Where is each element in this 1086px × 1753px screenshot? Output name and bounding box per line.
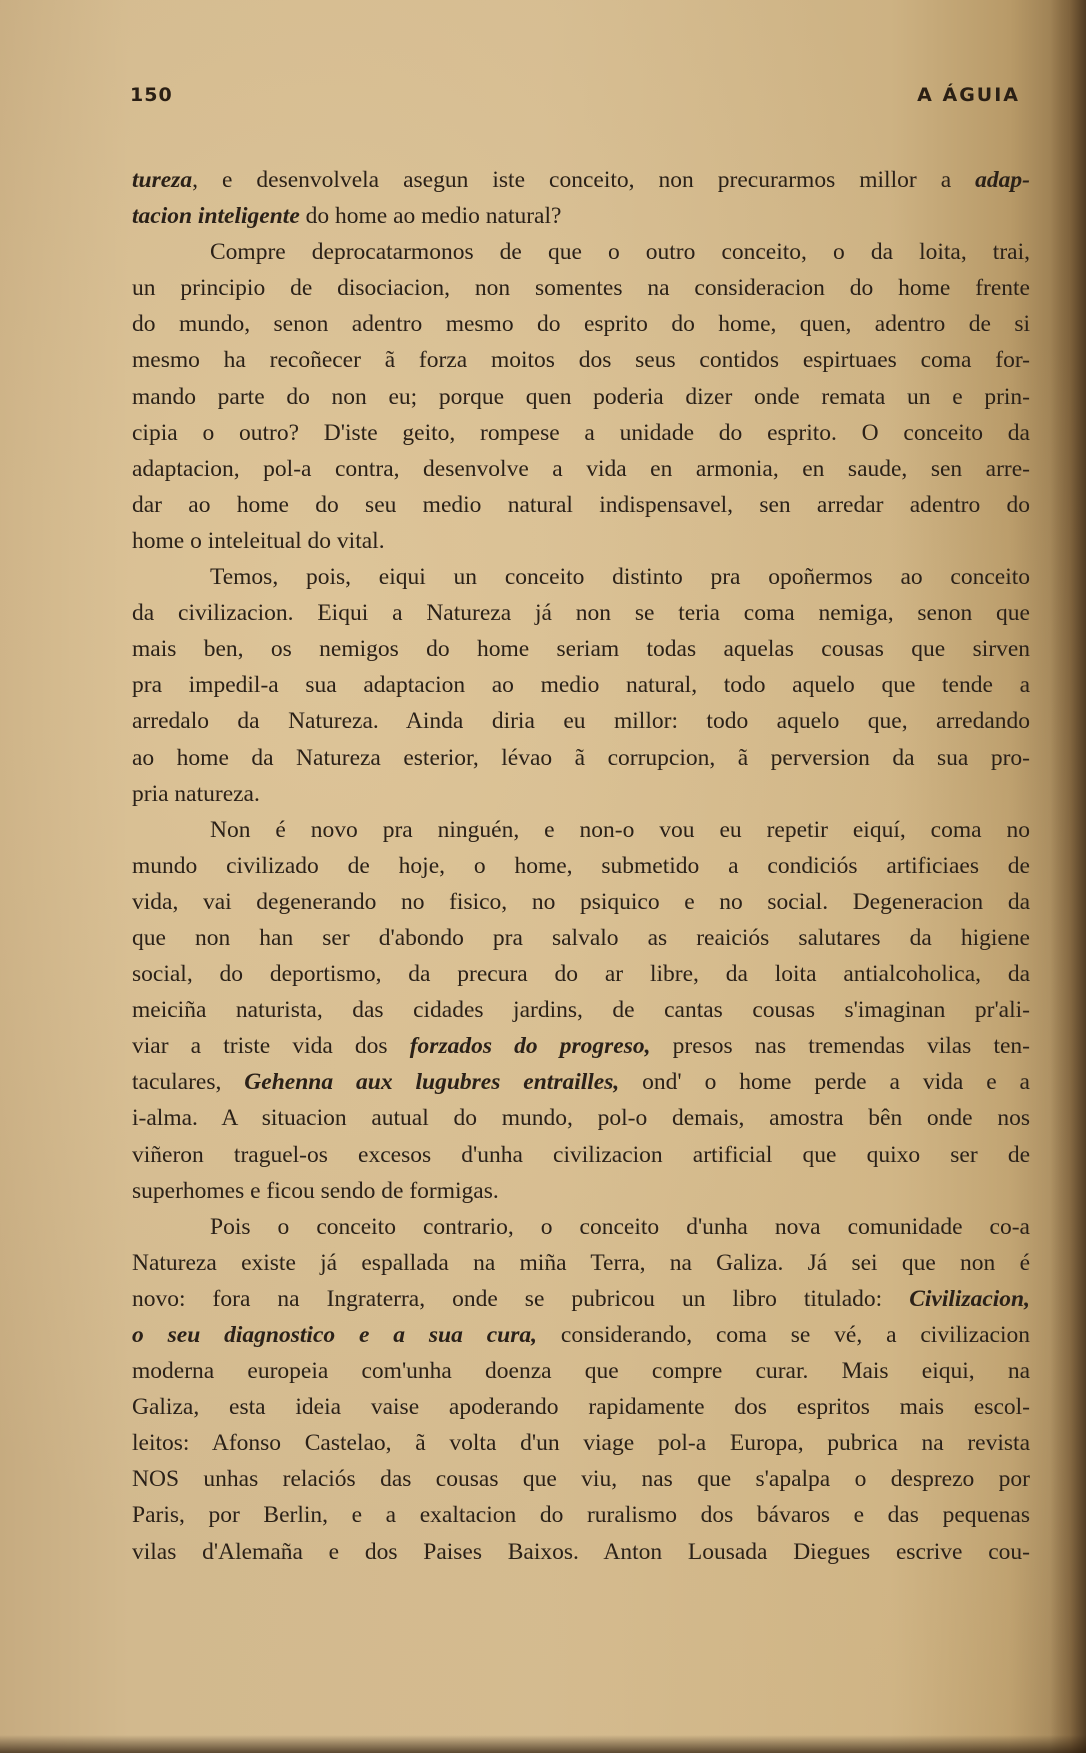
text-run: Compre deprocatarmonos de que o outro conceito, o da loita, trai, xyxy=(210,239,1030,266)
page-edge-shadow xyxy=(1050,0,1086,1753)
text-line xyxy=(132,1425,1030,1461)
page-number: 150 xyxy=(130,84,173,106)
text-line xyxy=(132,776,1030,812)
text-line xyxy=(132,956,1030,992)
text-line xyxy=(132,1028,1030,1064)
text-line xyxy=(132,1389,1030,1425)
text-run: viñeron traguel-os excesos d'unha civilizacion artificial que quixo ser de xyxy=(132,1141,1030,1168)
text-line xyxy=(132,415,1030,451)
text-line xyxy=(132,451,1030,487)
text-run: ond' o home perde a vida e a xyxy=(619,1069,1030,1096)
text-line xyxy=(132,306,1030,342)
text-line xyxy=(132,1461,1030,1497)
text-line xyxy=(132,992,1030,1028)
text-run: social, do deportismo, da precura do ar libre, da loita antialcoholica, da xyxy=(132,961,1030,988)
text-run: taculares, xyxy=(132,1069,245,1096)
text-line xyxy=(132,342,1030,378)
text-line xyxy=(132,487,1030,523)
italic-phrase: tureza xyxy=(132,167,193,193)
italic-phrase: Civilizacion, xyxy=(909,1285,1030,1312)
text-run: novo: fora na Ingraterra, onde se pubricou un libro titulado: xyxy=(132,1285,910,1312)
text-line xyxy=(132,1281,1030,1317)
text-line xyxy=(132,523,1030,559)
text-run: i-alma. A situacion autual do mundo, pol-o demais, amostra bên onde nos xyxy=(132,1105,1030,1132)
text-run: NOS unhas relaciós das cousas que viu, nas que s'apalpa o desprezo por xyxy=(132,1466,1030,1493)
text-run: do home ao medio natural? xyxy=(299,203,562,230)
text-run: pra impedil-a sua adaptacion ao medio natural, todo aquelo que tende a xyxy=(132,672,1030,699)
text-run: vida, vai degenerando no fisico, no psiquico e no social. Degeneracion da xyxy=(132,888,1030,915)
italic-phrase: Gehenna aux lugubres entrailles, xyxy=(244,1069,620,1096)
text-run: arredalo da Natureza. Ainda diria eu millor: todo aquelo que, arredando xyxy=(132,708,1030,735)
text-line xyxy=(132,1100,1030,1136)
text-run: vilas d'Alemaña e dos Paises Baixos. Anton Lousada Diegues escrive cou- xyxy=(132,1538,1030,1565)
text-run: mando parte do non eu; porque quen poderia dizer onde remata un e prin- xyxy=(132,383,1030,410)
text-run: meiciña naturista, das cidades jardins, de cantas cousas s'imaginan pr'ali- xyxy=(132,997,1030,1024)
text-line xyxy=(132,379,1030,415)
text-line xyxy=(132,848,1030,884)
text-run: Non é novo pra ninguén, e non-o vou eu repetir eiquí, coma no xyxy=(210,816,1030,843)
text-line xyxy=(132,1209,1030,1245)
text-line xyxy=(132,1353,1030,1389)
text-run: un principio de disociacion, non somentes na consideracion do home frente xyxy=(132,275,1030,302)
text-run: ao home da Natureza esterior, lévao ã corrupcion, ã perversion da sua pro- xyxy=(132,744,1030,771)
text-line xyxy=(132,740,1030,776)
text-run: adaptacion, pol-a contra, desenvolve a vida en armonia, en saude, sen arre- xyxy=(132,455,1030,482)
italic-phrase: o seu diagnostico e a sua cura, xyxy=(132,1322,538,1348)
italic-phrase: tacion inteligente xyxy=(132,203,300,230)
text-line xyxy=(132,1534,1030,1570)
text-line xyxy=(132,198,1030,234)
text-run: Paris, por Berlin, e a exaltacion do ruralismo dos bávaros e das pequenas xyxy=(132,1502,1030,1529)
text-line xyxy=(132,595,1030,631)
text-line xyxy=(132,559,1030,595)
text-run: do mundo, senon adentro mesmo do esprito do home, quen, adentro de si xyxy=(132,311,1030,338)
text-run: moderna europeia com'unha doenza que compre curar. Mais eiqui, na xyxy=(132,1358,1030,1385)
text-run: Galiza, esta ideia vaise apoderando rapidamente dos espritos mais escol- xyxy=(132,1394,1030,1421)
text-run: que non han ser d'abondo pra salvalo as reaiciós salutares da higiene xyxy=(132,924,1030,951)
text-line xyxy=(132,1173,1030,1209)
text-run: home o inteleitual do vital. xyxy=(132,527,385,554)
text-run: leitos: Afonso Castelao, ã volta d'un viage pol-a Europa, pubrica na revista xyxy=(132,1430,1030,1457)
text-line xyxy=(132,1245,1030,1281)
text-line xyxy=(132,884,1030,920)
text-run: , e desenvolvela asegun iste conceito, non precurarmos millor a xyxy=(192,167,976,193)
text-run: Natureza existe já espallada na miña Terra, na Galiza. Já sei que non é xyxy=(132,1249,1030,1276)
italic-phrase: forzados do progreso, xyxy=(409,1033,651,1060)
page-header xyxy=(130,84,1020,114)
text-run: pria natureza. xyxy=(132,780,260,807)
text-line xyxy=(132,162,1030,198)
text-run: superhomes e ficou sendo de formigas. xyxy=(132,1177,499,1204)
text-line xyxy=(132,703,1030,739)
text-line xyxy=(132,812,1030,848)
text-line xyxy=(132,1497,1030,1533)
text-run: considerando, coma se vé, a civilizacion xyxy=(537,1322,1030,1348)
text-run: presos nas tremendas vilas ten- xyxy=(650,1033,1030,1060)
text-line xyxy=(132,667,1030,703)
italic-phrase: adap- xyxy=(975,167,1030,193)
text-line xyxy=(132,1137,1030,1173)
text-run: Pois o conceito contrario, o conceito d'unha nova comunidade co-a xyxy=(210,1213,1030,1240)
running-title: A ÁGUIA xyxy=(917,84,1020,106)
text-run: mais ben, os nemigos do home seriam todas aquelas cousas que sirven xyxy=(132,636,1030,663)
body-text xyxy=(132,162,1030,1570)
page-bottom-shadow xyxy=(0,1735,1086,1753)
text-line xyxy=(132,234,1030,270)
text-line xyxy=(132,631,1030,667)
text-run: cipia o outro? D'iste geito, rompese a unidade do esprito. O conceito da xyxy=(132,419,1030,446)
text-line xyxy=(132,270,1030,306)
text-line xyxy=(132,1317,1030,1353)
text-run: dar ao home do seu medio natural indispensavel, sen arredar adentro do xyxy=(132,491,1030,518)
text-run: mundo civilizado de hoje, o home, submetido a condiciós artificiaes de xyxy=(132,852,1030,879)
text-run: da civilizacion. Eiqui a Natureza já non se teria coma nemiga, senon que xyxy=(132,600,1030,627)
text-run: mesmo ha recoñecer ã forza moitos dos seus contidos espirtuaes coma for- xyxy=(132,347,1030,374)
text-run: Temos, pois, eiqui un conceito distinto pra opoñermos ao conceito xyxy=(210,564,1030,591)
text-line xyxy=(132,920,1030,956)
text-run: viar a triste vida dos xyxy=(132,1033,410,1060)
text-line xyxy=(132,1064,1030,1100)
